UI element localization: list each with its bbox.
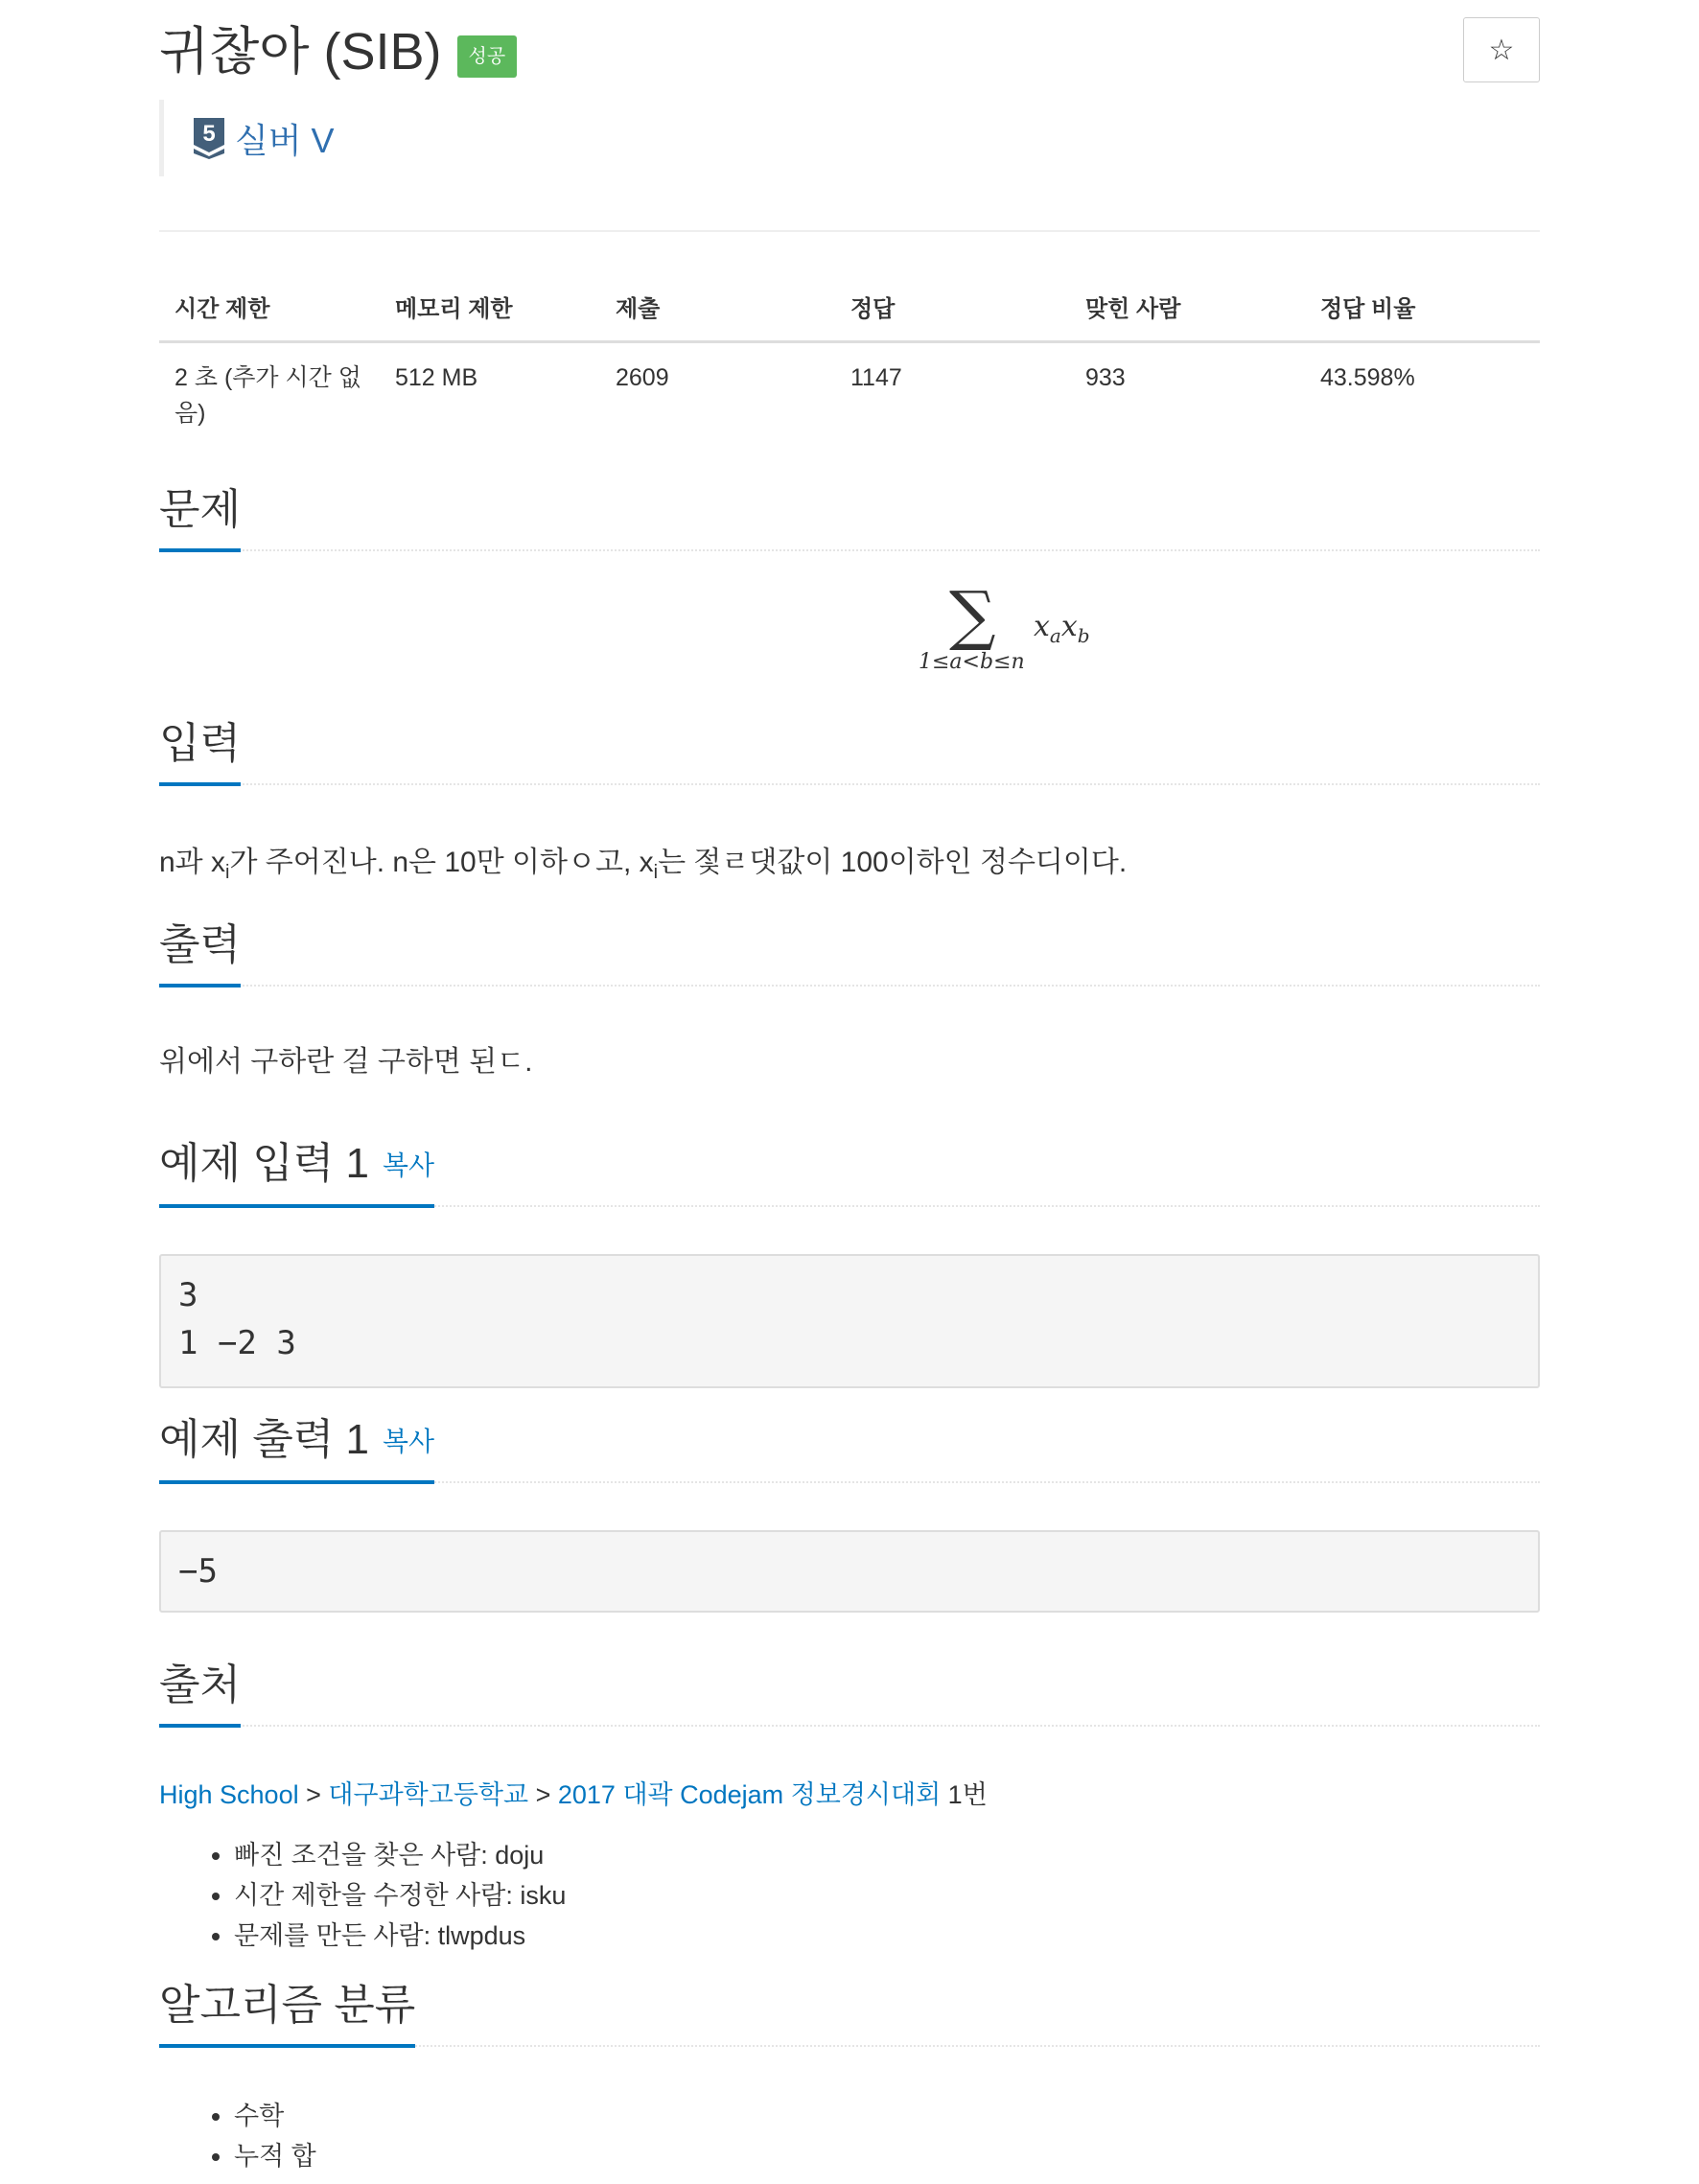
- sample-output-heading: 예제 출력 1 복사: [159, 1411, 434, 1484]
- copy-sample-output-button[interactable]: 복사: [382, 1427, 435, 1457]
- source-link-high-school[interactable]: High School: [159, 1780, 299, 1809]
- header-solvers: 맞힌 사람: [1070, 274, 1305, 342]
- output-description: 위에서 구하란 걸 구하면 된ㄷ.: [159, 1046, 533, 1078]
- star-button[interactable]: [1463, 17, 1540, 82]
- list-item[interactable]: • 수학: [234, 2096, 316, 2136]
- value-solvers: 933: [1085, 364, 1126, 391]
- copy-sample-input-button[interactable]: 복사: [382, 1150, 435, 1181]
- divider: [159, 230, 1540, 232]
- input-section-header: [159, 715, 1540, 785]
- value-time-limit: 2 초 (추가 시간 없음): [175, 364, 361, 427]
- page-title: 귀찮아 (SIB): [159, 23, 442, 81]
- output-heading: 출력: [159, 917, 241, 987]
- tier-block: [159, 100, 335, 176]
- problem-formula: [907, 578, 1118, 685]
- breadcrumb-separator: >: [306, 1780, 321, 1809]
- sample-input-heading: 예제 입력 1 복사: [159, 1135, 434, 1208]
- list-item: • 시간 제한을 수정한 사람: isku: [234, 1875, 566, 1916]
- list-item: • 빠진 조건을 찾은 사람: doju: [234, 1835, 566, 1875]
- tier-label[interactable]: 실버 V: [235, 120, 335, 160]
- algorithm-section-header: [159, 1977, 1540, 2047]
- list-item[interactable]: • 누적 합: [234, 2136, 316, 2176]
- value-ratio: 43.598%: [1320, 364, 1415, 391]
- sample-output-box[interactable]: −5: [159, 1530, 1540, 1613]
- breadcrumb-separator: >: [535, 1780, 551, 1809]
- value-submissions: 2609: [616, 364, 669, 391]
- header-ratio: 정답 비율: [1305, 274, 1540, 342]
- tier-number: 5: [202, 121, 216, 147]
- header-memory-limit: 메모리 제한: [380, 274, 600, 342]
- source-breadcrumb: [159, 1774, 988, 1811]
- value-memory-limit: 512 MB: [395, 364, 478, 391]
- source-section-header: [159, 1657, 1540, 1727]
- input-heading: 입력: [159, 715, 241, 786]
- output-section-header: [159, 917, 1540, 987]
- table-header-row: [159, 274, 1540, 342]
- tier-shield-icon: [193, 117, 225, 159]
- sum-range: 1≤a<b≤n: [919, 650, 1025, 674]
- star-icon: ☆: [1488, 33, 1515, 67]
- table-row: [159, 342, 1540, 450]
- algorithm-heading: 알고리즘 분류: [159, 1977, 415, 2048]
- problem-heading: 문제: [159, 481, 241, 552]
- sample-output-section-header: [159, 1411, 1540, 1483]
- header-submissions: 제출: [600, 274, 835, 342]
- problem-page: [159, 0, 1540, 2184]
- sigma-symbol: ∑: [949, 578, 996, 654]
- value-accepted: 1147: [850, 364, 902, 391]
- credits-list: [159, 1835, 566, 1956]
- sample-input-section-header: [159, 1135, 1540, 1207]
- problem-info-table: [159, 274, 1540, 449]
- input-description: n과 $x_i$가 주어진나. n은 10만 이하ㅇ고, $x_i$는 젗ㄹ댓값이 100이하인 정수디이다.: [159, 847, 1128, 883]
- problem-section-header: [159, 481, 1540, 551]
- header-time-limit: 시간 제한: [159, 274, 380, 342]
- header-accepted: 정답: [835, 274, 1070, 342]
- algorithm-tag-list: [159, 2096, 316, 2176]
- sum-expression: $x_ax_b$: [1034, 610, 1090, 647]
- list-item: • 문제를 만든 사람: tlwpdus: [234, 1916, 566, 1956]
- source-heading: 출처: [159, 1657, 241, 1728]
- title-row: [159, 21, 517, 82]
- sample-input-box[interactable]: 3 1 −2 3: [159, 1254, 1540, 1388]
- source-link-contest[interactable]: 2017 대곽 Codejam 정보경시대회: [557, 1780, 942, 1809]
- status-badge: 성공: [457, 35, 518, 78]
- problem-number: 1번: [947, 1780, 988, 1809]
- source-link-school[interactable]: 대구과학고등학교: [328, 1780, 529, 1809]
